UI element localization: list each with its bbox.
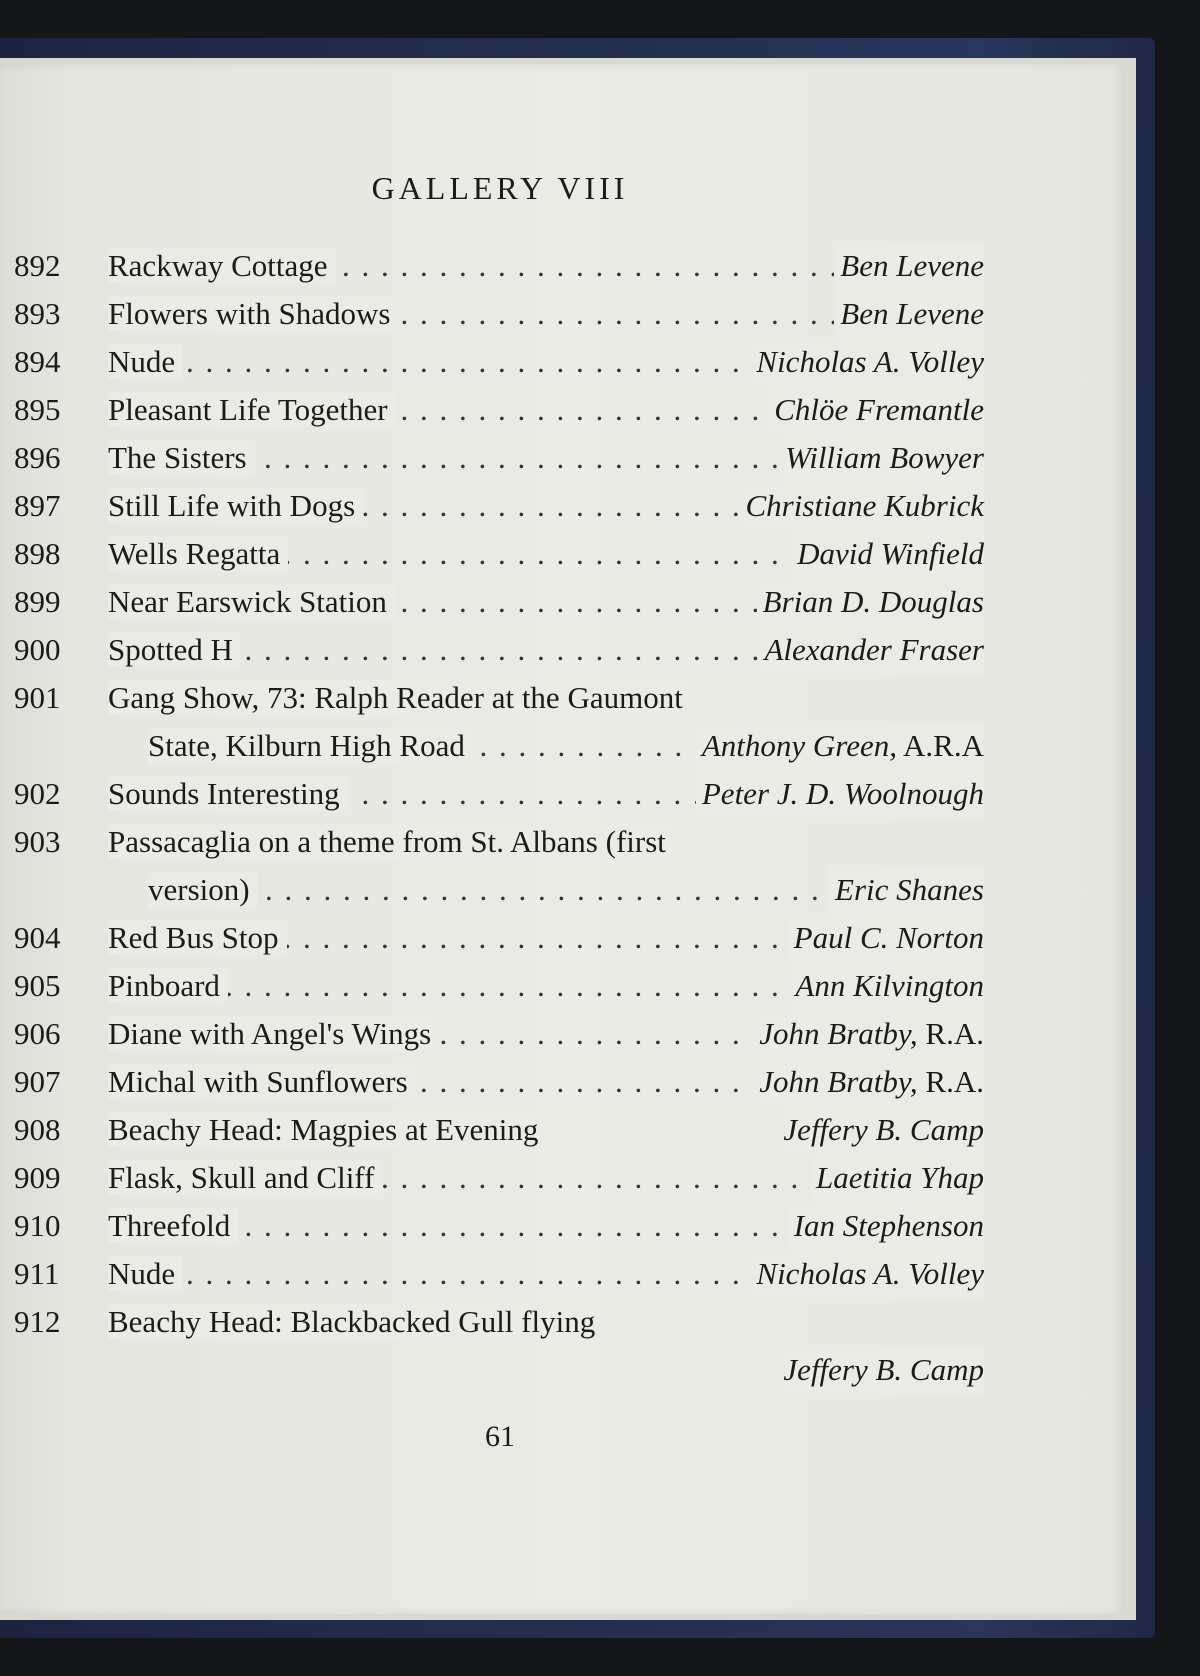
entry-artist: William Bowyer: [779, 434, 984, 482]
entry-title: Passacaglia on a theme from St. Albans (first: [108, 824, 674, 859]
entry-title: Gang Show, 73: Ralph Reader at the Gaumont: [108, 680, 691, 715]
list-item: [14, 1010, 984, 1058]
entry-artist: Jeffery B. Camp: [777, 1346, 984, 1394]
entry-artist: Ben Levene: [834, 290, 984, 338]
list-item: [14, 674, 984, 722]
entry-number: 895: [14, 392, 61, 427]
entry-artist: Ann Kilvington: [789, 962, 984, 1010]
entry-number: 896: [14, 440, 61, 475]
entry-artist: Ben Levene: [834, 242, 984, 290]
entry-title: Still Life with Dogs: [108, 488, 363, 523]
entry-title: Beachy Head: Blackbacked Gull flying: [108, 1304, 603, 1339]
list-item: [14, 1298, 984, 1346]
list-item: [14, 290, 984, 338]
list-item: [14, 914, 984, 962]
entry-title: Nude: [108, 344, 183, 379]
entry-artist: David Winfield: [791, 530, 984, 578]
list-item: [14, 626, 984, 674]
entry-title-continued: State, Kilburn High Road: [148, 728, 473, 763]
entry-title: Red Bus Stop: [108, 920, 287, 955]
catalogue-list: [14, 242, 984, 1394]
entry-artist: Jeffery B. Camp: [777, 1106, 984, 1154]
list-item: [14, 770, 984, 818]
entry-number: 901: [14, 680, 61, 715]
list-item: [14, 1106, 984, 1154]
list-item: [14, 242, 984, 290]
page-title: GALLERY VIII: [371, 170, 629, 206]
list-item: [14, 818, 984, 866]
entry-number: 904: [14, 920, 61, 955]
entry-artist: Chlöe Fremantle: [768, 386, 984, 434]
entry-number: 912: [14, 1304, 61, 1339]
entry-title: Beachy Head: Magpies at Evening: [108, 1112, 546, 1147]
entry-artist: Eric Shanes: [829, 866, 984, 914]
entry-artist: Alexander Fraser: [758, 626, 984, 674]
list-item: [14, 434, 984, 482]
entry-artist: John Bratby, R.A.: [753, 1058, 984, 1106]
entry-number: 903: [14, 824, 61, 859]
list-item: [14, 482, 984, 530]
entry-number: 909: [14, 1160, 61, 1195]
entry-title-continued: version): [148, 872, 258, 907]
entry-artist: Brian D. Douglas: [757, 578, 984, 626]
entry-artist: Nicholas A. Volley: [750, 338, 984, 386]
entry-number: 900: [14, 632, 61, 667]
entry-artist: Nicholas A. Volley: [750, 1250, 984, 1298]
entry-number: 910: [14, 1208, 61, 1243]
entry-title: Nude: [108, 1256, 183, 1291]
list-item-continuation: [14, 866, 984, 914]
entry-number: 892: [14, 248, 61, 283]
entry-title: Pleasant Life Together: [108, 392, 396, 427]
list-item: [14, 338, 984, 386]
entry-title: The Sisters: [108, 440, 255, 475]
list-item: [14, 1250, 984, 1298]
entry-title: Threefold: [108, 1208, 238, 1243]
entry-number: 907: [14, 1064, 61, 1099]
entry-artist: Peter J. D. Woolnough: [696, 770, 984, 818]
entry-number: 897: [14, 488, 61, 523]
entry-number: 908: [14, 1112, 61, 1147]
list-item: [14, 1058, 984, 1106]
entry-title: Wells Regatta: [108, 536, 288, 571]
entry-number: 902: [14, 776, 61, 811]
entry-number: 906: [14, 1016, 61, 1051]
entry-title: Flask, Skull and Cliff: [108, 1160, 382, 1195]
list-item: [14, 1202, 984, 1250]
list-item: [14, 962, 984, 1010]
entry-artist: Paul C. Norton: [788, 914, 984, 962]
entry-title: Spotted H: [108, 632, 241, 667]
list-item-continuation: [14, 722, 984, 770]
entry-artist: Christiane Kubrick: [739, 482, 984, 530]
list-item: [14, 386, 984, 434]
entry-artist: Laetitia Yhap: [810, 1154, 984, 1202]
entry-title: Near Earswick Station: [108, 584, 395, 619]
entry-title: Pinboard: [108, 968, 228, 1003]
entry-artist: John Bratby, R.A.: [753, 1010, 984, 1058]
entry-number: 893: [14, 296, 61, 331]
entry-title: Flowers with Shadows: [108, 296, 398, 331]
entry-number: 899: [14, 584, 61, 619]
list-item: [14, 1154, 984, 1202]
entry-artist: Ian Stephenson: [788, 1202, 984, 1250]
entry-title: Sounds Interesting: [108, 776, 348, 811]
entry-number: 911: [14, 1256, 60, 1291]
entry-number: 898: [14, 536, 61, 571]
entry-artist: Anthony Green, A.R.A: [696, 722, 984, 770]
entry-title: Diane with Angel's Wings: [108, 1016, 439, 1051]
page-number: 61: [485, 1420, 515, 1453]
entry-number: 905: [14, 968, 61, 1003]
list-item: [14, 530, 984, 578]
entry-title: Michal with Sunflowers: [108, 1064, 416, 1099]
list-item: [14, 578, 984, 626]
list-item-continuation: [14, 1346, 984, 1394]
entry-number: 894: [14, 344, 61, 379]
entry-title: Rackway Cottage: [108, 248, 336, 283]
